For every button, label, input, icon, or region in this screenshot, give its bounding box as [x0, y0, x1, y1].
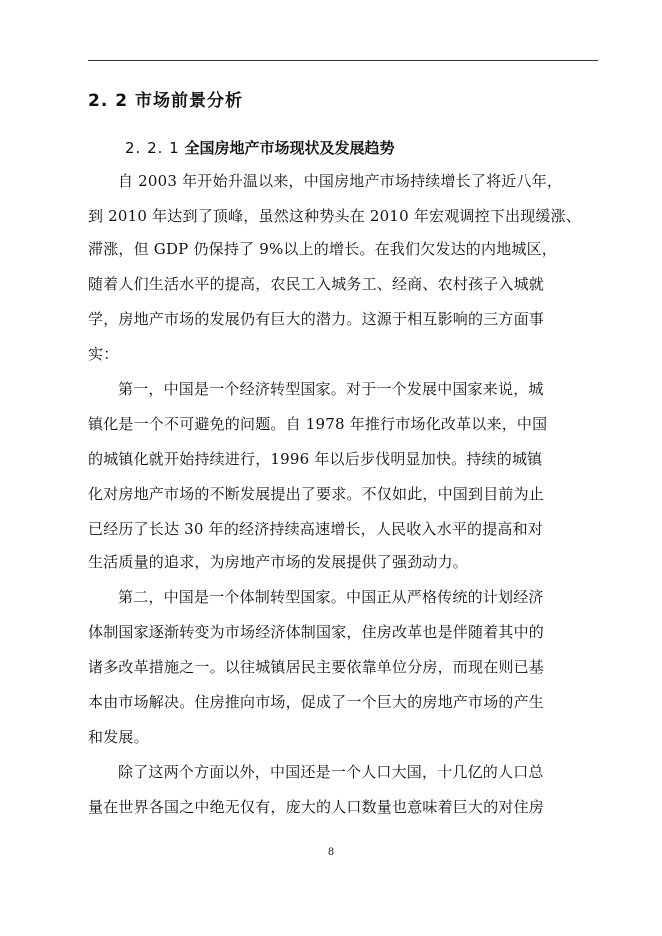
paragraph-3-line-3: 诸多改革措施之一。以往城镇居民主要依靠单位分房，而现在则已基	[88, 658, 545, 676]
subsection-number: 2. 2. 1	[125, 139, 180, 157]
paragraph-1-line-1: 自 2003 年开始升温以来，中国房地产市场持续增长了将近八年，	[118, 172, 563, 190]
paragraph-4-line-1: 除了这两个方面以外，中国还是一个人口大国，十几亿的人口总	[118, 763, 544, 781]
paragraph-1-line-3: 滞涨，但 GDP 仍保持了 9%以上的增长。在我们欠发达的内地城区，	[88, 240, 558, 258]
paragraph-1-line-6: 实：	[88, 345, 119, 363]
paragraph-1-line-2: 到 2010 年达到了顶峰，虽然这种势头在 2010 年宏观调控下出现缓涨、	[88, 207, 582, 225]
paragraph-3-line-4: 本由市场解决。住房推向市场，促成了一个巨大的房地产市场的产生	[88, 693, 545, 711]
paragraph-3-line-5: 和发展。	[88, 728, 149, 746]
paragraph-2-line-6: 生活质量的追求，为房地产市场的发展提供了强劲动力。	[88, 553, 469, 571]
paragraph-4-line-2: 量在世界各国之中绝无仅有，庞大的人口数量也意味着巨大的对住房	[88, 798, 545, 816]
subsection-heading	[125, 137, 395, 158]
subsection-title: 全国房地产市场现状及发展趋势	[184, 139, 395, 157]
paragraph-2-line-3: 的城镇化就开始持续进行，1996 年以后步伐明显加快。持续的城镇	[88, 450, 543, 468]
paragraph-2-line-1: 第一，中国是一个经济转型国家。对于一个发展中国家来说，城	[118, 380, 544, 398]
paragraph-1-line-5: 学，房地产市场的发展仍有巨大的潜力。这源于相互影响的三方面事	[88, 310, 545, 328]
paragraph-2-line-2: 镇化是一个不可避免的问题。自 1978 年推行市场化改革以来，中国	[88, 415, 548, 433]
page-number: 8	[327, 847, 335, 858]
paragraph-2-line-5: 已经历了长达 30 年的经济持续高速增长，人民收入水平的提高和对	[88, 520, 544, 538]
header-rule	[88, 60, 598, 61]
paragraph-1-line-4: 随着人们生活水平的提高，农民工入城务工、经商、农村孩子入城就	[88, 275, 545, 293]
paragraph-3-line-1: 第二，中国是一个体制转型国家。中国正从严格传统的计划经济	[118, 588, 544, 606]
section-heading: 2. 2 市场前景分析	[88, 91, 243, 111]
paragraph-3-line-2: 体制国家逐渐转变为市场经济体制国家，住房改革也是伴随着其中的	[88, 623, 545, 641]
paragraph-2-line-4: 化对房地产市场的不断发展提出了要求。不仅如此，中国到目前为止	[88, 485, 545, 503]
